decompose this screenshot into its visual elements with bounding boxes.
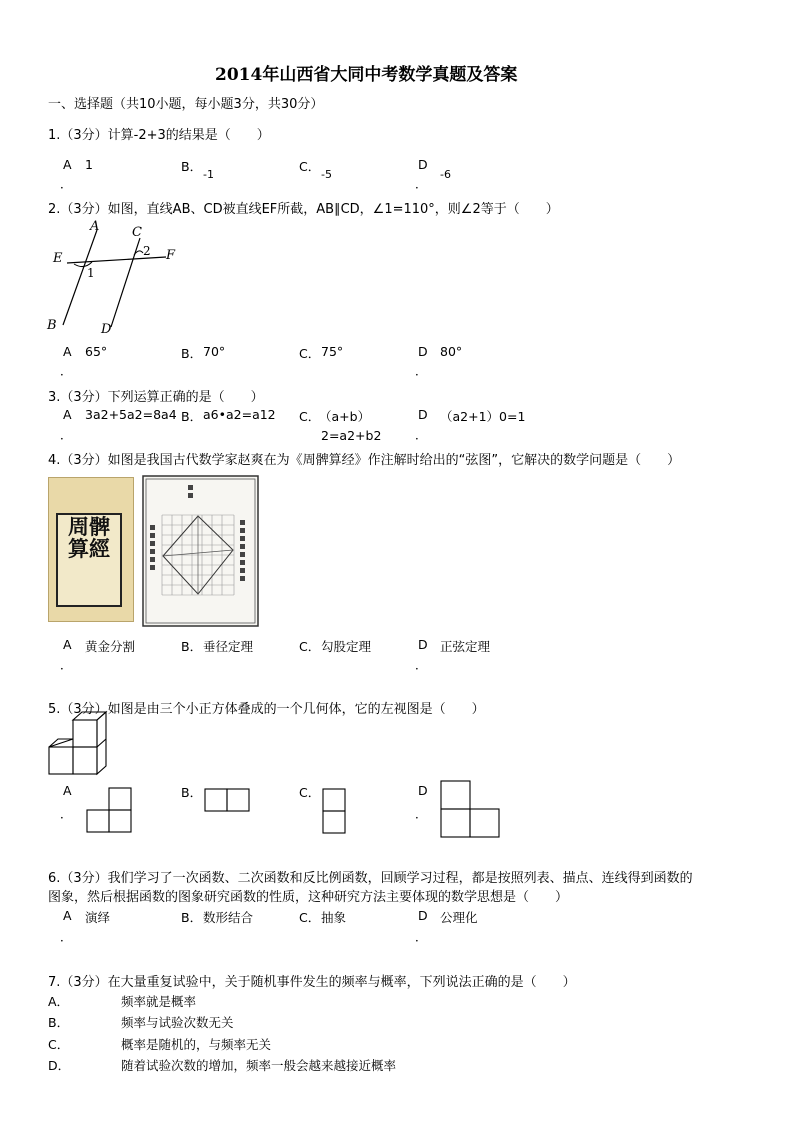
point-label-c: C (132, 225, 142, 240)
option-text: 3a2+5a2=8a4 (85, 407, 177, 422)
option-label: C． (299, 346, 321, 361)
option-dot: ． (60, 807, 73, 821)
angle-label-2: 2 (143, 244, 151, 258)
option-dot: ． (60, 658, 73, 672)
option-label: A (63, 407, 72, 422)
point-label-f: F (166, 248, 176, 263)
option-dot: ． (415, 930, 428, 944)
option-dot: ． (415, 807, 428, 821)
question-stem: 2.（3分）如图，直线AB、CD被直线EF所截，AB∥CD，∠1=110°，则∠2等于（ ） (48, 202, 559, 217)
option-label: D (418, 637, 428, 652)
option-label: C． (299, 910, 321, 925)
option-label: A (63, 783, 72, 798)
option-text: a6•a2=a12 (203, 407, 276, 422)
point-label-d: D (101, 322, 112, 337)
option-label: B． (181, 910, 203, 925)
option-text: 1 (85, 157, 93, 172)
question-stem: 4.（3分）如图是我国古代数学家赵爽在为《周髀算经》作注解时给出的“弦图”，它解决的数学问题是（ ） (48, 453, 681, 468)
angle-label-1: 1 (87, 266, 95, 280)
question-stem-line-2: 图象，然后根据函数的图象研究函数的性质，这种研究方法主要体现的数学思想是（ ） (48, 890, 569, 905)
option-dot: ． (60, 428, 73, 442)
option-text: -5 (321, 168, 332, 181)
option-label: D (418, 783, 428, 798)
option-text-continued: 2=a2+b2 (321, 428, 382, 443)
option-text: 80° (440, 344, 463, 359)
option-text: （a2+1）0=1 (440, 409, 526, 424)
option-text: 65° (85, 344, 108, 359)
option-dot: ． (60, 930, 73, 944)
option-label: D (418, 344, 428, 359)
option-dot: ． (415, 658, 428, 672)
option-label: D (418, 908, 428, 923)
question-stem: 7.（3分）在大量重复试验中，关于随机事件发生的频率与概率，下列说法正确的是（ ） (48, 975, 576, 990)
option-text: 数形结合 (203, 910, 254, 925)
option-label: B． (181, 159, 203, 174)
option-text: 随着试验次数的增加，频率一般会越来越接近概率 (121, 1058, 397, 1073)
option-text: -6 (440, 168, 451, 181)
option-label: A． (48, 994, 70, 1009)
option-label: B． (181, 346, 203, 361)
option-label: C． (299, 639, 321, 654)
option-text: 频率就是概率 (121, 994, 197, 1009)
option-label: D (418, 157, 428, 172)
question-stem-line-1: 6.（3分）我们学习了一次函数、二次函数和反比例函数，回顾学习过程，都是按照列表、描点、连线得到函数的 (48, 871, 693, 886)
option-text: 勾股定理 (321, 639, 372, 654)
option-label: A (63, 157, 72, 172)
option-dot: ． (60, 177, 73, 191)
option-text: 黄金分割 (85, 639, 136, 654)
option-text: （a+b） (319, 409, 371, 424)
question-stem: 3.（3分）下列运算正确的是（ ） (48, 390, 264, 405)
option-label: B． (181, 639, 203, 654)
option-dot: ． (415, 428, 428, 442)
option-label: C． (299, 409, 321, 424)
section-heading: 一、选择题（共10小题，每小题3分，共30分） (48, 97, 324, 112)
option-label: B． (48, 1015, 70, 1030)
option-text: 70° (203, 344, 226, 359)
option-text: -1 (203, 168, 214, 181)
option-text: 抽象 (321, 910, 347, 925)
option-label: B． (181, 409, 203, 424)
page-title: 2014年山西省大同中考数学真题及答案 (215, 65, 518, 85)
option-label: D． (48, 1058, 71, 1073)
option-text: 正弦定理 (440, 639, 491, 654)
point-label-e: E (53, 251, 63, 266)
option-text: 频率与试验次数无关 (121, 1015, 234, 1030)
question-stem: 5.（3分）如图是由三个小正方体叠成的一个几何体，它的左视图是（ ） (48, 702, 485, 717)
option-text: 垂径定理 (203, 639, 254, 654)
option-text: 演绎 (85, 910, 111, 925)
option-label: B． (181, 785, 203, 800)
question-stem: 1.（3分）计算-2+3的结果是（ ） (48, 128, 270, 143)
option-dot: ． (60, 364, 73, 378)
option-label: A (63, 908, 72, 923)
option-dot: ． (415, 177, 428, 191)
book-title-text: 周髀算經 (68, 514, 110, 561)
point-label-a: A (90, 219, 100, 234)
point-label-b: B (47, 318, 57, 333)
option-label: C． (299, 159, 321, 174)
option-label: A (63, 637, 72, 652)
option-label: A (63, 344, 72, 359)
option-label: C． (299, 785, 321, 800)
option-label: D (418, 407, 428, 422)
option-text: 概率是随机的，与频率无关 (121, 1037, 272, 1052)
option-label: C． (48, 1037, 70, 1052)
option-dot: ． (415, 364, 428, 378)
option-text: 公理化 (440, 910, 478, 925)
option-text: 75° (321, 344, 344, 359)
